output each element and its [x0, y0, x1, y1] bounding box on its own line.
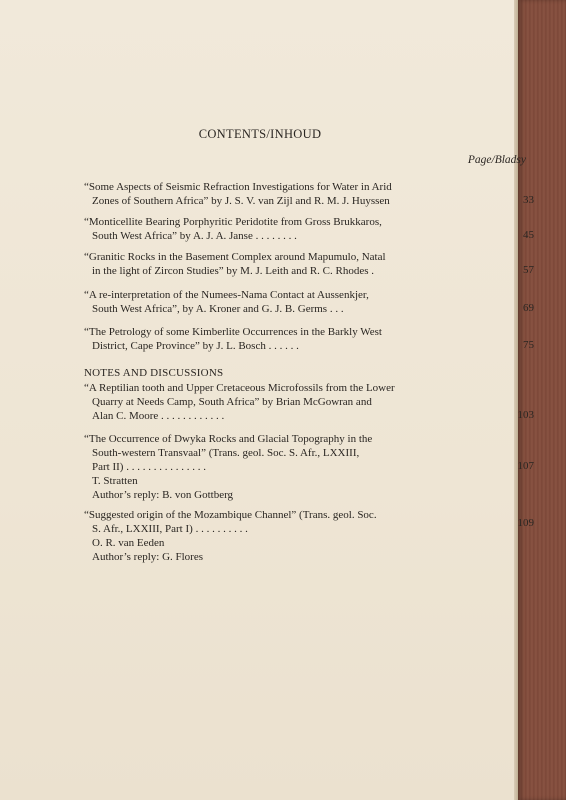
entry-page-number: 103 [517, 409, 534, 421]
entry-author: T. Stratten [92, 475, 138, 487]
toc-entry [84, 250, 464, 278]
entry-line: “A Reptilian tooth and Upper Cretaceous Microfossils from the Lower [84, 382, 395, 394]
entry-page-number: 57 [523, 264, 534, 276]
book-spine [518, 0, 566, 800]
entry-line: in the light of Zircon Studies” by M. J. Leith and R. C. Rhodes . [92, 265, 375, 277]
entry-page-number: 33 [523, 194, 534, 206]
entry-line: District, Cape Province” by J. L. Bosch . . . . . . [92, 340, 299, 352]
toc-entry [84, 288, 464, 316]
toc-entry [84, 215, 464, 243]
entry-line: “Granitic Rocks in the Basement Complex around Mapumulo, Natal [84, 251, 386, 263]
entry-line: “Some Aspects of Seismic Refraction Investigations for Water in Arid [84, 181, 392, 193]
entry-line: South West Africa”, by A. Kroner and G. J. B. Germs . . . [92, 303, 344, 315]
entry-line: Zones of Southern Africa” by J. S. V. van Zijl and R. M. J. Huyssen [92, 195, 390, 207]
entry-page-number: 107 [517, 460, 534, 472]
entry-reply: Author’s reply: B. von Gottberg [92, 489, 234, 501]
entry-line: “A re-interpretation of the Numees-Nama Contact at Aussenkjer, [84, 289, 369, 301]
notes-heading: NOTES AND DISCUSSIONS [84, 367, 224, 379]
entry-line: Quarry at Needs Camp, South Africa” by Brian McGowran and [92, 396, 372, 408]
notes-entry [84, 381, 464, 423]
toc-entry [84, 180, 464, 208]
entry-page-number: 45 [523, 229, 534, 241]
toc-entry [84, 325, 464, 353]
entry-line: Part II) . . . . . . . . . . . . . . . [92, 461, 206, 473]
entry-line: “Suggested origin of the Mozambique Channel” (Trans. geol. Soc. [84, 509, 377, 521]
notes-entry [84, 432, 464, 502]
entry-line: “The Occurrence of Dwyka Rocks and Glacial Topography in the [84, 433, 373, 445]
entry-page-number: 69 [523, 302, 534, 314]
entry-line: South West Africa” by A. J. A. Janse . . . . . . . . [92, 230, 297, 242]
page-column-header: Page/Bladsy [467, 154, 526, 166]
notes-entry [84, 508, 464, 564]
entry-author: O. R. van Eeden [92, 537, 165, 549]
entry-line: Alan C. Moore . . . . . . . . . . . . [92, 410, 225, 422]
entry-line: “The Petrology of some Kimberlite Occurrences in the Barkly West [84, 326, 382, 338]
entry-reply: Author’s reply: G. Flores [92, 551, 204, 563]
contents-title: CONTENTS/INHOUD [198, 127, 322, 141]
entry-line: South-western Transvaal” (Trans. geol. Soc. S. Afr., LXXIII, [92, 447, 360, 459]
entry-line: “Monticellite Bearing Porphyritic Peridotite from Gross Brukkaros, [84, 216, 382, 228]
entry-line: S. Afr., LXXIII, Part I) . . . . . . . . . . [92, 523, 248, 535]
entry-page-number: 109 [517, 517, 534, 529]
entry-page-number: 75 [523, 339, 534, 351]
